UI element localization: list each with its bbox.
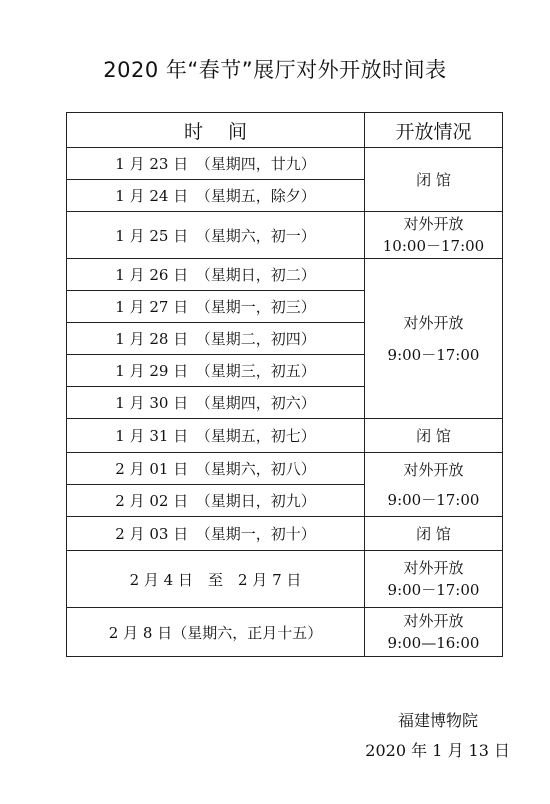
table-row (67, 259, 503, 291)
status-hours: 9:00－17:00 (387, 581, 480, 599)
header-status: 开放情况 (365, 113, 503, 148)
date-cell: 1 月 27 日 （星期一，初三） (67, 291, 365, 323)
status-cell (365, 517, 503, 551)
status-open: 对外开放 (403, 612, 464, 630)
status-open: 对外开放 (403, 460, 464, 479)
table-row (67, 551, 503, 608)
date-cell: 1 月 26 日 （星期日，初二） (67, 259, 365, 291)
status-hours: 9:00－17:00 (387, 490, 480, 509)
date-cell: 1 月 30 日 （星期四，初六） (67, 387, 365, 419)
table-row (67, 212, 503, 259)
date-cell: 2 月 01 日 （星期六，初八） (67, 453, 365, 485)
table-row (67, 453, 503, 485)
date-cell: 1 月 23 日 （星期四，廿九） (67, 148, 365, 180)
status-cell (365, 551, 503, 608)
page-title: 2020 年“春节”展厅对外开放时间表 (103, 58, 447, 82)
status-cell (365, 608, 503, 657)
status-closed: 闭 馆 (416, 170, 451, 189)
table-row (67, 148, 503, 180)
status-open: 对外开放 (403, 313, 464, 332)
status-hours: 9:00－17:00 (387, 345, 480, 364)
header-time: 时 间 (67, 113, 365, 148)
status-cell (365, 419, 503, 453)
status-cell (365, 453, 503, 517)
table-row (67, 419, 503, 453)
status-cell (365, 259, 503, 419)
status-open: 对外开放 (403, 559, 464, 577)
date-cell: 2 月 03 日 （星期一，初十） (67, 517, 365, 551)
date-cell: 1 月 28 日 （星期二，初四） (67, 323, 365, 355)
status-hours: 10:00－17:00 (382, 237, 485, 255)
date-cell: 1 月 25 日 （星期六，初一） (67, 212, 365, 259)
date-cell: 2 月 4 日 至 2 月 7 日 (67, 551, 365, 608)
status-hours: 9:00—16:00 (387, 634, 480, 652)
status-cell (365, 212, 503, 259)
schedule-table (66, 112, 503, 657)
status-closed: 闭 馆 (416, 426, 451, 445)
date-cell: 2 月 8 日（星期六，正月十五） (67, 608, 365, 657)
table-row (67, 608, 503, 657)
table-row (67, 517, 503, 551)
date-cell: 1 月 24 日 （星期五，除夕） (67, 180, 365, 212)
date-cell: 1 月 29 日 （星期三，初五） (67, 355, 365, 387)
status-open: 对外开放 (403, 215, 464, 233)
organization-signature: 福建博物院 (397, 711, 478, 730)
table-header-row (67, 113, 503, 148)
date-cell: 2 月 02 日 （星期日，初九） (67, 485, 365, 517)
status-closed: 闭 馆 (416, 524, 451, 543)
status-cell (365, 148, 503, 212)
date-cell: 1 月 31 日 （星期五，初七） (67, 419, 365, 453)
issue-date: 2020 年 1 月 13 日 (365, 741, 510, 760)
